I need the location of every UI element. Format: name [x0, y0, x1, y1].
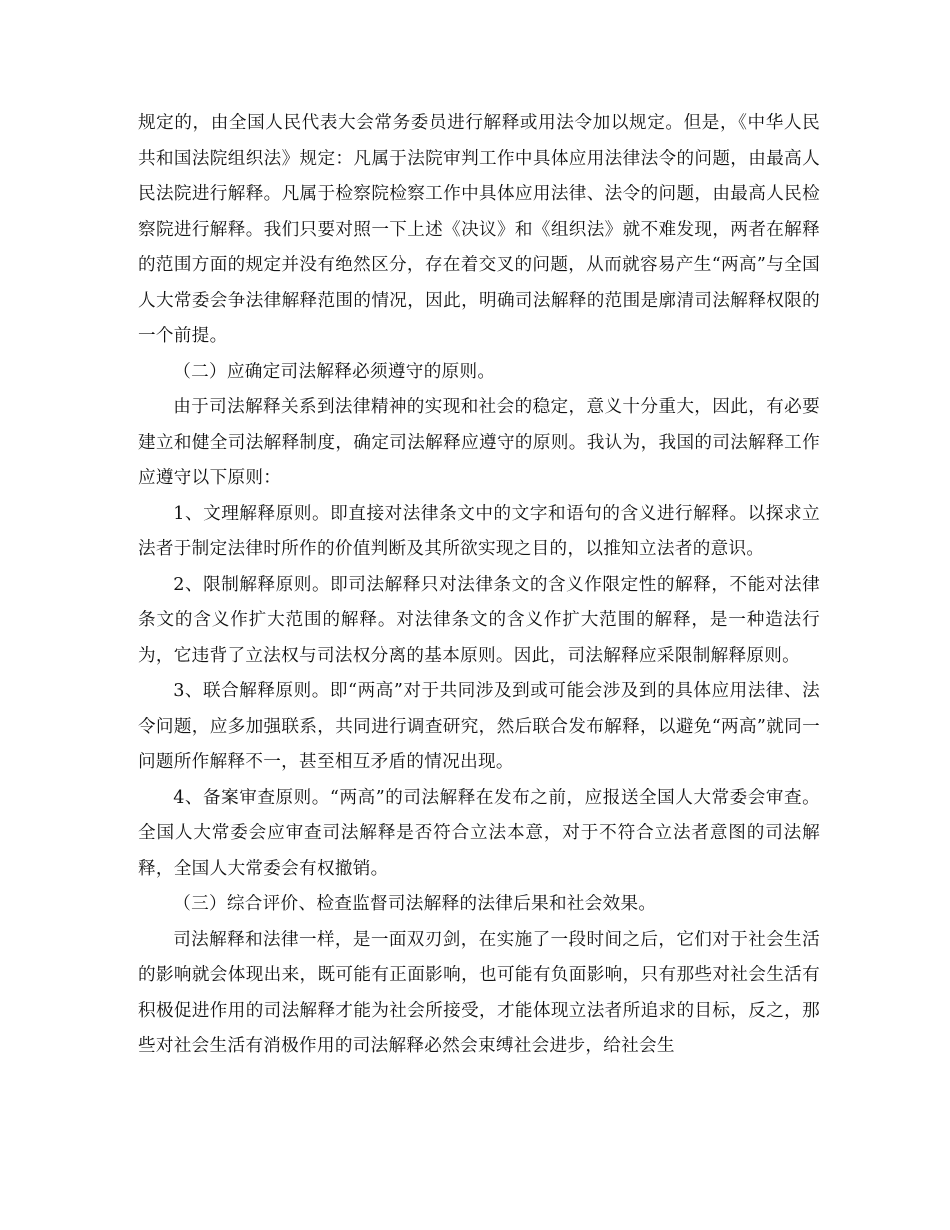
principle-3: 3、联合解释原则。即“两高”对于共同涉及到或可能会涉及到的具体应用法律、法令问题，应多加强联系，共同进行调查研究，然后联合发布解释，以避免“两高”就同一问题所作解释不一，甚至相互矛盾的情况出现。	[138, 681, 820, 772]
principle-1: 1、文理解释原则。即直接对法律条文中的文字和语句的含义进行解释。以探求立法者于制定法律时所作的价值判断及其所欲实现之目的，以推知立法者的意识。	[138, 503, 820, 559]
document-body	[138, 106, 820, 1065]
principle-2: 2、限制解释原则。即司法解释只对法律条文的含义作限定性的解释，不能对法律条文的含义作扩大范围的解释。对法律条文的含义作扩大范围的解释，是一种造法行为，它违背了立法权与司法权分离的基本原则。因此，司法解释应采限制解释原则。	[138, 574, 820, 666]
paragraph-continuation: 规定的，由全国人民代表大会常务委员进行解释或用法令加以规定。但是，《中华人民共和国法院组织法》规定：凡属于法院审判工作中具体应用法律法令的问题，由最高人民法院进行解释。凡属于检察院检察工作中具体应用法律、法令的问题，由最高人民检察院进行解释。我们只要对照一下上述《决议》和《组织法》就不难发现，两者在解释的范围方面的规定并没有绝然区分，存在着交叉的问题，从而就容易产生“两高”与全国人大常委会争法律解释范围的情况，因此，明确司法解释的范围是廓清司法解释权限的一个前提。	[138, 113, 820, 346]
paragraph-evaluation: 司法解释和法律一样，是一面双刃剑，在实施了一段时间之后，它们对于社会生活的影响就会体现出来，既可能有正面影响，也可能有负面影响，只有那些对社会生活有积极促进作用的司法解释才能为社会所接受，才能体现立法者所追求的目标，反之，那些对社会生活有消极作用的司法解释必然会束缚社会进步，给社会生	[138, 929, 820, 1056]
section-heading-3: （三）综合评价、检查监督司法解释的法律后果和社会效果。	[173, 894, 657, 914]
section-heading-2: （二）应确定司法解释必须遵守的原则。	[173, 361, 496, 382]
principle-4: 4、备案审查原则。“两高”的司法解释在发布之前，应报送全国人大常委会审查。全国人大常委会应审查司法解释是否符合立法本意，对于不符合立法者意图的司法解释，全国人大常委会有权撤销。	[138, 787, 820, 879]
paragraph-principles-intro: 由于司法解释关系到法律精神的实现和社会的稳定，意义十分重大，因此，有必要建立和健全司法解释制度，确定司法解释应遵守的原则。我认为，我国的司法解释工作应遵守以下原则：	[138, 397, 820, 488]
